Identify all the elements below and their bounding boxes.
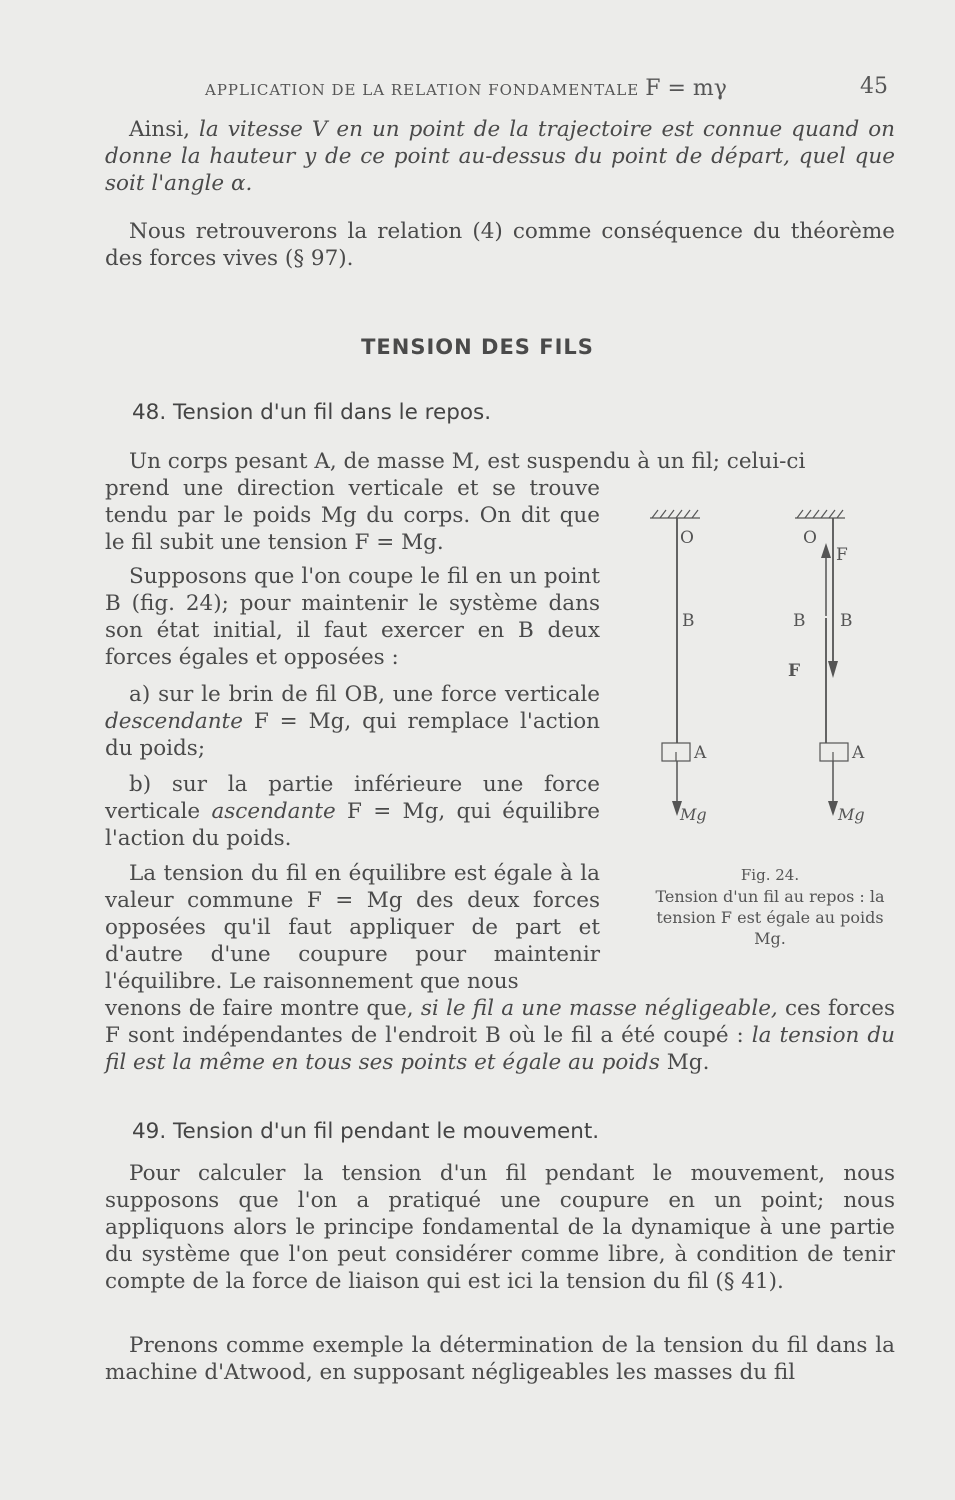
section-title: TENSION DES FILS [361, 335, 594, 359]
subsection-49-title: 49. Tension d'un fil pendant le mouvement. [132, 1119, 600, 1144]
label-F-down: F [788, 661, 801, 681]
paragraph-tension-mouvement: Pour calculer la tension d'un fil pendant le mouvement, nous supposons que l'on a pratiqué une coupure en un point; nous appliquons alors le principe fondamental de la dynamique à une partie du système que l'on peut considérer comme libre, à condition de tenir compte de la force de liaison qui est ici la tension du fil (§ 41). [105, 1161, 895, 1294]
arrowhead-f-down [828, 661, 838, 678]
paragraph-tension-equilibre: La tension du fil en équilibre est égale à la valeur commune F = Mg des deux forces opposées qu'il faut appliquer de part et d'autre d'une coupure pour maintenir l'équilibre. Le raisonnement que nous [105, 861, 600, 994]
label-B-right-left: B [793, 611, 806, 631]
mass-right [820, 743, 848, 761]
paragraph-corps-pesant-cont: prend une direction verticale et se trouve tendu par le poids Mg du corps. On dit que le fil subit une tension F = Mg. [105, 476, 600, 555]
label-B-left: B [682, 611, 695, 631]
label-F-up: F [836, 545, 848, 565]
label-O-left: O [680, 528, 694, 548]
figure-caption-text: Tension d'un fil au repos : la tension F est égale au poids Mg. [655, 887, 885, 948]
page-number: 45 [860, 74, 888, 99]
arrowhead-f-up [821, 543, 831, 558]
label-B-right-right: B [840, 611, 853, 631]
paragraph-atwood: Prenons comme exemple la détermination de la tension du fil dans la machine d'Atwood, en supposant négligeables les masses du fil [105, 1333, 895, 1385]
running-header [205, 74, 888, 104]
arrowhead-weight-right [828, 801, 838, 816]
paragraph-forces-vives: Nous retrouverons la relation (4) comme conséquence du théorème des forces vives (§ 97). [105, 219, 895, 271]
subsection-48-title: 48. Tension d'un fil dans le repos. [132, 400, 492, 425]
paragraph-corps-pesant: Un corps pesant A, de masse M, est suspendu à un fil; celui-ci [129, 449, 806, 474]
paragraph-coupure: Supposons que l'on coupe le fil en un point B (fig. 24); pour maintenir le système dans son état initial, il faut exercer en B deux forces égales et opposées : [105, 564, 600, 670]
label-O-right: O [803, 528, 817, 548]
running-title: APPLICATION DE LA RELATION FONDAMENTALE F = mγ [205, 76, 727, 101]
hatch-left [652, 510, 698, 518]
item-a: a) sur le brin de fil OB, une force verticale descendante F = Mg, qui remplace l'action du poids; [105, 682, 600, 761]
hatch-right [797, 510, 843, 518]
label-Mg-right: Mg [838, 805, 865, 824]
figure-label: Fig. 24. [740, 866, 800, 884]
label-A-right: A [852, 743, 865, 763]
paragraph-vitesse: Ainsi, la vitesse V en un point de la trajectoire est connue quand on donne la hauteur y de ce point au-dessus du point de départ, quel que soit l'angle α. [105, 117, 896, 196]
figure-caption [645, 865, 895, 949]
item-b: b) sur la partie inférieure une force verticale ascendante F = Mg, qui équilibre l'action du poids. [105, 772, 600, 851]
figure-24 [640, 498, 900, 838]
label-A-left: A [694, 743, 707, 763]
label-Mg-left: Mg [680, 805, 707, 824]
paragraph-tension-conclusion: venons de faire montre que, si le fil a une masse négligeable, ces forces F sont indépendantes de l'endroit B où le fil a été coupé : la tension du fil est la même en tous ses points et égale au poids Mg. [105, 996, 896, 1075]
